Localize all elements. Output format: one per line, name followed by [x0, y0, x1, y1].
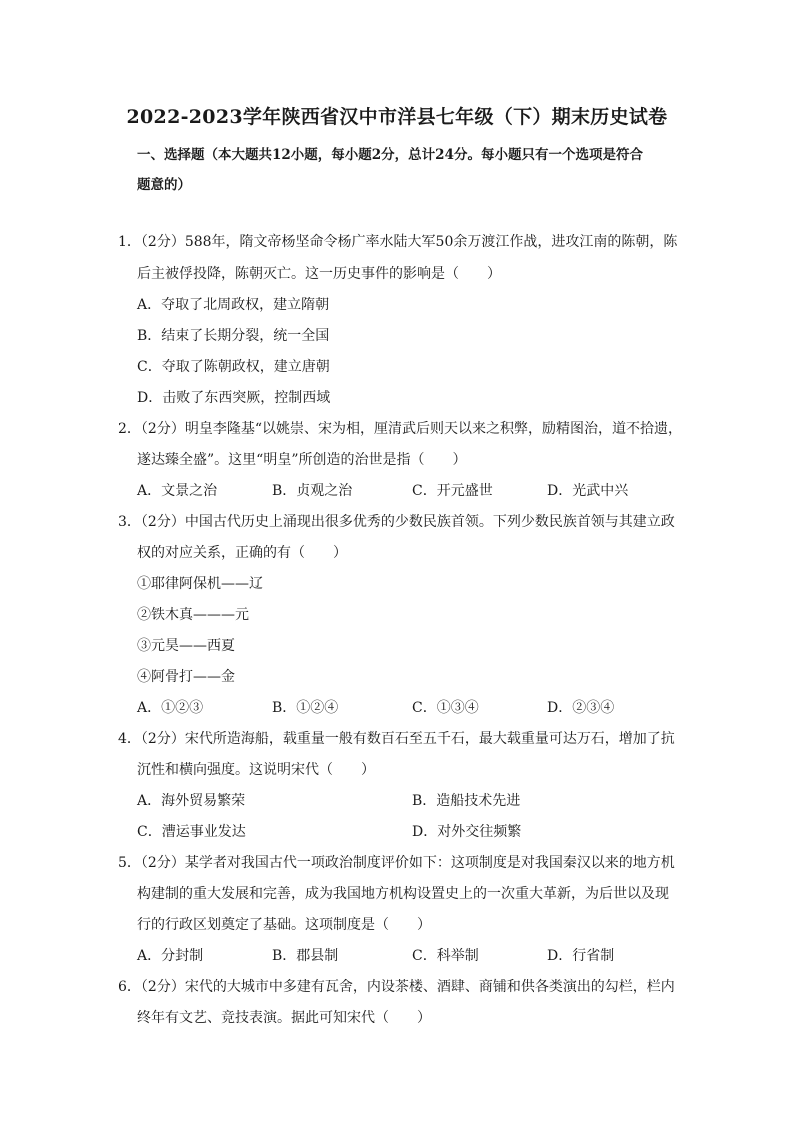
- question-3-option-c: C．①③④: [412, 700, 479, 716]
- question-6-stem-line-2: 终年有文艺、竞技表演。据此可知宋代（ ）: [137, 1010, 431, 1026]
- question-2-option-b: B．贞观之治: [272, 483, 353, 499]
- question-1-option-b: B．结束了长期分裂，统一全国: [137, 328, 330, 344]
- section-heading-line-2: 题意的）: [137, 177, 191, 193]
- question-5-stem-line-2: 构建制的重大发展和完善，成为我国地方机构设置史上的一次重大革新，为后世以及现: [137, 886, 669, 902]
- question-3-item-2: ②铁木真———元: [137, 607, 249, 623]
- question-4-option-d: D．对外交往频繁: [412, 824, 522, 840]
- question-4-option-b: B．造船技术先进: [412, 793, 521, 809]
- question-3-option-a: A．①②③: [137, 700, 204, 716]
- question-3-option-b: B．①②④: [272, 700, 339, 716]
- section-heading: [137, 140, 677, 200]
- question-2-stem-line-1: 2．（2分）明皇李隆基“以姚崇、宋为相，厘清武后则天以来之积弊，励精图治，道不拾遗，: [118, 421, 682, 437]
- question-5-stem-line-1: 5．（2分）某学者对我国古代一项政治制度评价如下：这项制度是对我国秦汉以来的地方机: [118, 855, 675, 871]
- question-4-stem-line-2: 沉性和横向强度。这说明宋代（ ）: [137, 762, 375, 778]
- question-4-stem-line-1: 4．（2分）宋代所造海船，载重量一般有数百石至五千石，最大载重量可达万石，增加了抗: [118, 731, 675, 747]
- question-2-option-d: D．光武中兴: [547, 483, 629, 499]
- question-3-item-3: ③元昊——西夏: [137, 638, 235, 654]
- question-1-stem-line-1: 1．（2分）588年，隋文帝杨坚命令杨广率水陆大军50余万渡江作战，进攻江南的陈朝，陈: [118, 234, 678, 250]
- page-title: 2022-2023学年陕西省汉中市洋县七年级（下）期末历史试卷: [126, 106, 668, 128]
- question-1-option-a: A．夺取了北周政权，建立隋朝: [137, 297, 330, 313]
- section-heading-line-1: 一、选择题（本大题共12小题，每小题2分，总计24分。每小题只有一个选项是符合: [137, 147, 643, 163]
- question-2-option-a: A．文景之治: [137, 483, 218, 499]
- question-4-option-c: C．漕运事业发达: [137, 824, 246, 840]
- question-5-option-d: D．行省制: [547, 948, 615, 964]
- question-2-option-c: C．开元盛世: [412, 483, 493, 499]
- question-1-stem-line-2: 后主被俘投降，陈朝灭亡。这一历史事件的影响是（ ）: [137, 266, 501, 282]
- question-3-option-d: D．②③④: [547, 700, 615, 716]
- question-2-stem-line-2: 遂达臻全盛”。这里“明皇”所创造的治世是指（ ）: [137, 452, 467, 468]
- question-3-stem-line-1: 3．（2分）中国古代历史上涌现出很多优秀的少数民族首领。下列少数民族首领与其建立政: [118, 514, 675, 530]
- question-5-option-c: C．科举制: [412, 948, 479, 964]
- question-3-item-1: ①耶律阿保机——辽: [137, 576, 263, 592]
- question-5-option-b: B．郡县制: [272, 948, 339, 964]
- question-1-option-c: C．夺取了陈朝政权，建立唐朝: [137, 359, 330, 375]
- question-3-stem-line-2: 权的对应关系，正确的有（ ）: [137, 545, 347, 561]
- question-5-option-a: A．分封制: [137, 948, 204, 964]
- question-6-stem-line-1: 6．（2分）宋代的大城市中多建有瓦舍，内设茶楼、酒肆、商铺和供各类演出的勾栏，栏内: [118, 979, 675, 995]
- question-3-item-4: ④阿骨打——金: [137, 669, 235, 685]
- question-4-option-a: A．海外贸易繁荣: [137, 793, 246, 809]
- question-1-option-d: D．击败了东西突厥，控制西域: [137, 390, 331, 406]
- question-5-stem-line-3: 行的行政区划奠定了基础。这项制度是（ ）: [137, 917, 431, 933]
